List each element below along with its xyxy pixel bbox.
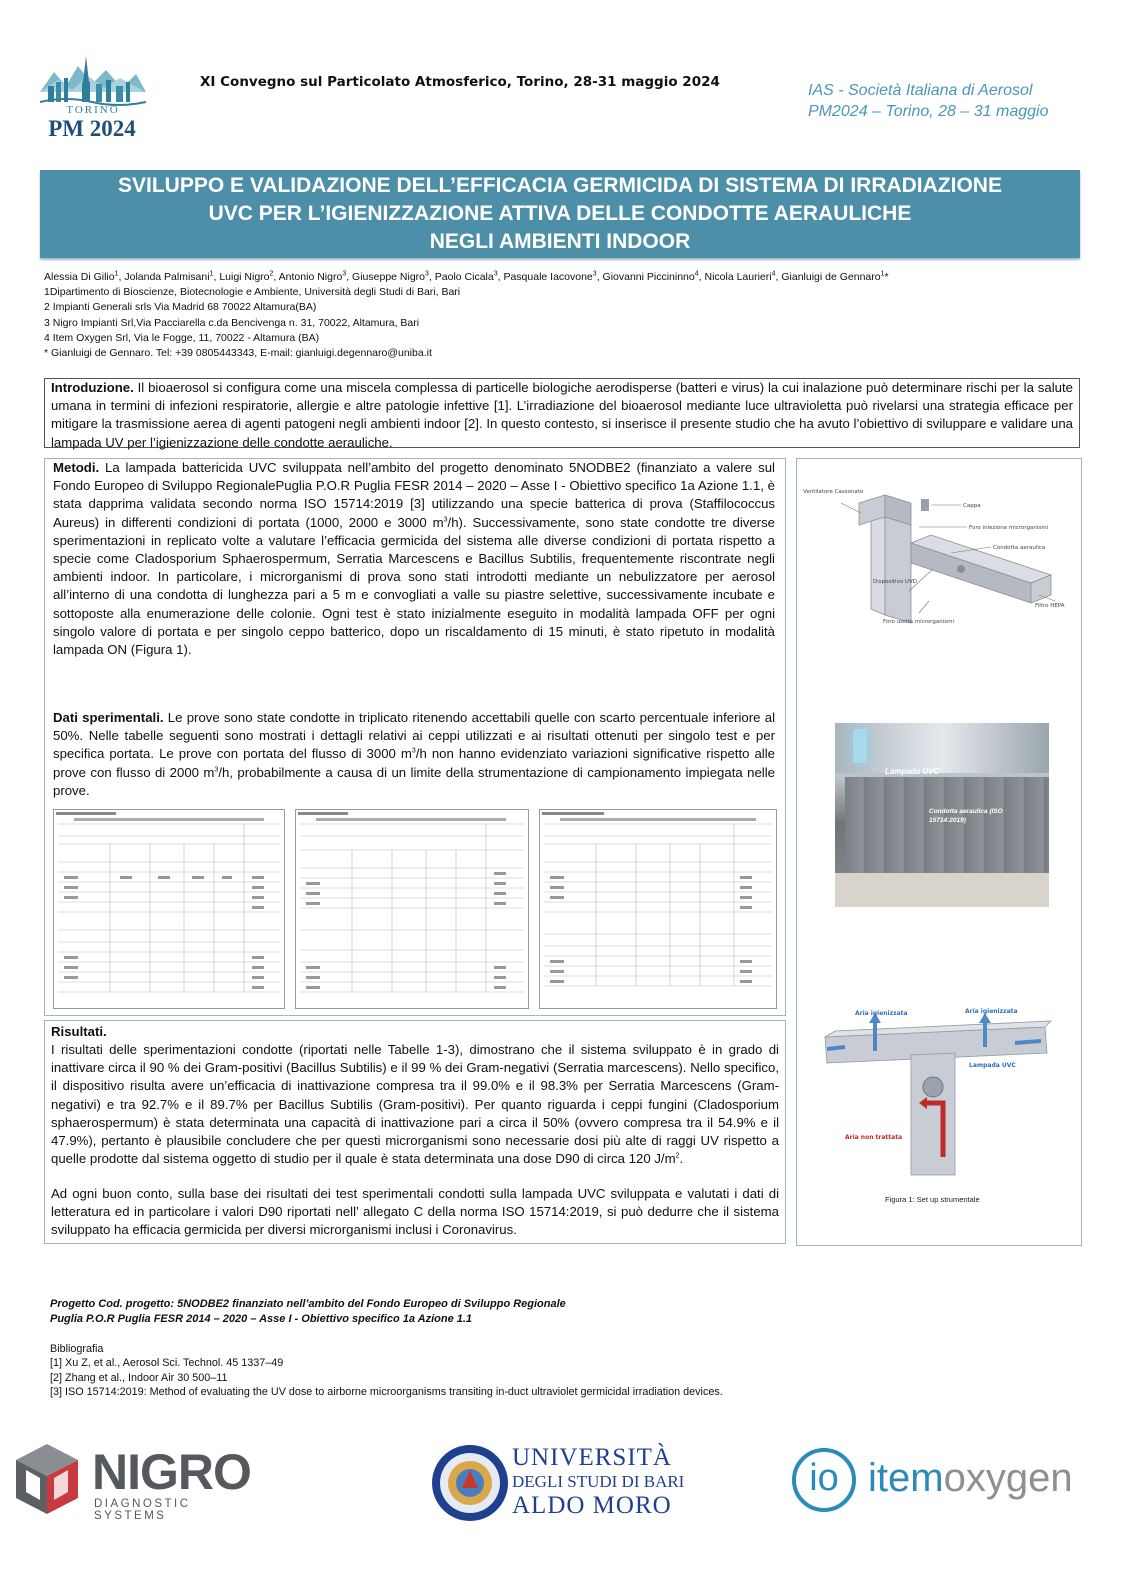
risultati-text-1: I risultati delle sperimentazioni condotte (riportati nelle Tabelle 1-3), dimostrano che il sistema sviluppato è in grado di inattivare circa il 90 % dei Gram-positivi (Bacillus Subtilis) e il 99 % dei Gram-negativi (Serratia marcescens). Nello specifico, il dispositivo risulta avere un’efficacia di inattivazione compresa tra il 99.0% e il 98.3% per Serratia Marcescens (Gram-negativi) e tra 92.7% e il 89.7% per Bacillus Subtilis (Gram-positivi). Per quanto riguarda i ceppi fungini (Cladosporium sphaerospermum) è stata determinata una capacità di inattivazione pari a circa il 50% (ovvero compresa tra il 54.9% e il 47.9%), pertanto è plausibile concludere che per questi microrganismi sono necessarie dosi più alte di raggi UV rispetto a quelle prodotte dal sistema oggetto di studio per il quale è stata determinata una dose D90 di circa 120 $J/m^2$. (51, 1042, 779, 1167)
dati-paragraph (53, 709, 775, 800)
label-ventilatore: Ventilatore Cassonato (803, 489, 864, 495)
label-dispositivo: Dispositivo UVD (873, 579, 917, 585)
photo-window (835, 723, 1049, 773)
photo-label-lamp: Lampada UVC (885, 767, 940, 776)
uni-line3: ALDO MORO (512, 1492, 672, 1519)
figure-panel (796, 458, 1082, 1246)
metodi-heading: Metodi. (53, 460, 100, 475)
author-list: Alessia Di Gilio$^1$, Jolanda Palmisani$^1$, Luigi Nigro$^2$, Antonio Nigro$^3$, Giuseppe Nigro$^3$, Paolo Cicala$^3$, Pasquale Iacovone$^3$, Giovanni Piccininno$^4$, Nicola Laurieri$^4$, Gianluigi de Gennaro$^1$* (44, 270, 889, 283)
table-serratia-graphic (54, 810, 284, 1008)
item-badge-text: io (809, 1457, 839, 1499)
photo-label-duct: Condotta aeraulica (ISO 15714:2019) (929, 808, 1003, 824)
table-cladosporium-graphic (540, 810, 776, 1008)
biblio-ref-1: [1] Xu Z, et al., Aerosol Sci. Technol. 45 1337–49 (50, 1357, 284, 1370)
nigro-name: NIGRO (92, 1444, 251, 1500)
society-line1: IAS - Società Italiana di Aerosol (808, 82, 1033, 99)
metodi-box (44, 458, 786, 1016)
dati-text: Le prove sono state condotte in triplicato ritenendo accettabili quelle con scarto percentuale inferiore al 50%. Nelle tabelle seguenti sono mostrati i dettagli relativi ai ceppi utilizzati e ai risultati ottenuti per singolo test e per specifica portata. Le prove con portata del flusso di 3000 $m^3/h$ non hanno evidenziato variazioni significative rispetto alle prove con flusso di 2000 $m^3/h$, probabilmente a causa di un limite della strumentazione di campionamento impiegata nelle prove. (53, 710, 776, 798)
label-aria-igienizzata-1: Aria igienizzata (855, 1010, 908, 1017)
nigro-cube-icon (12, 1440, 82, 1520)
duct-schematic (801, 473, 1077, 643)
table-bacillus-graphic (296, 810, 528, 1008)
item-name (868, 1454, 1073, 1502)
authors-block (44, 270, 1104, 361)
item-name-part1: item (868, 1456, 944, 1500)
bibliography (50, 1342, 1110, 1400)
item-name-part2: oxygen (943, 1456, 1073, 1500)
biblio-title: Bibliografia (50, 1343, 104, 1355)
title-line3: NEGLI AMBIENTI INDOOR (429, 230, 691, 253)
duct-photo (845, 777, 1049, 873)
metodi-paragraph (53, 459, 775, 659)
metodi-text: La lampada battericida UVC sviluppata nell’ambito del progetto denominato 5NODBE2 (finanziato a valere sul Fondo Europeo di Sviluppo RegionalePuglia P.O.R Puglia FESR 2014 – 2020 – Asse I - Obiettivo specifico 1a Azione 1.1, è stata dapprima validata secondo norma ISO 15714:2019 [3] utilizzando una specie batterica di prova (Staffilococcus Aureus) in differenti condizioni di portata (1000, 2000 e 3000 $m^3/h$). Successivamente, sono state condotte tre diverse sperimentazioni in replicato volte a valutare l’efficacia germicida del sistema alle diverse condizioni di portata rispetto a specie come Cladosporium Sphaerospermum, Serratia Marcescens e Bacillus Subtilis, frequentemente riscontrate negli ambienti indoor. In particolare, i microrganismi di prova sono stati introdotti mediante un nebulizzatore per aerosol all’interno di una condotta di lunghezza pari a 5 m e convogliati a valle su piastre selettive, successivamente incubate e sottoposte alla enumerazione delle colonie. Ogni test è stato inizialmente eseguito in modalità lampada OFF per ogni singolo valore di portata e per singolo ceppo batterico, dopo un riscaldamento di 15 minuti, è stato ripetuto in modalità lampada ON (Figura 1). (53, 460, 775, 658)
itemoxygen-logo (792, 1444, 1102, 1520)
logo-title: PM 2024 (48, 116, 136, 141)
nigro-subtitle: DIAGNOSTIC SYSTEMS (94, 1498, 191, 1522)
project-note (50, 1297, 850, 1327)
intro-paragraph (51, 379, 1073, 452)
intro-box (44, 378, 1080, 448)
bench-photo (835, 873, 1049, 907)
society-line2: PM2024 – Torino, 28 – 31 maggio (808, 103, 1049, 120)
poster-title (40, 170, 1080, 258)
affiliation-4: 4 Item Oxygen Srl, Via le Fogge, 11, 70022 - Altamura (BA) (44, 331, 320, 344)
affiliation-1: 1Dipartimento di Bioscienze, Biotecnologie e Ambiente, Università degli Studi di Bari, Bari (44, 286, 461, 299)
affiliation-2: 2 Impianti Generali srls Via Madrid 68 70022 Altamura(BA) (44, 301, 317, 314)
intro-text: Il bioaerosol si configura come una miscela complessa di particelle biologiche aerodisperse (batteri e virus) la cui inalazione può determinare rischi per la salute umana in termini di infezioni respiratorie, allergie e altre patologie infettive [1]. L’irradiazione del bioaerosol mediante luce ultravioletta può rivelarsi una strategia efficace per mitigare la trasmissione aerea di agenti patogeni negli ambienti indoor [2]. In questo contesto, si inserisce il presente studio che ha avuto l’obiettivo di sviluppare e validare una lampada UV per l’igienizzazione delle condotte aerauliche. (51, 380, 1073, 450)
title-line1: SVILUPPO E VALIDAZIONE DELL’EFFICACIA GERMICIDA DI SISTEMA DI IRRADIAZIONE (118, 174, 1002, 197)
risultati-box (44, 1020, 786, 1244)
label-cappa: Cappa (963, 503, 981, 509)
uniba-logo (430, 1440, 710, 1526)
nigro-logo (12, 1440, 262, 1520)
pm2024-logo (36, 52, 148, 148)
biblio-ref-2: [2] Zhang et al., Indoor Air 30 500–11 (50, 1371, 228, 1384)
label-foro-uscita: Foro uscita microrganismi (883, 619, 954, 625)
affiliation-3: 3 Nigro Impianti Srl,Via Pacciarella c.da Bencivenga n. 31, 70022, Altamura, Bari (44, 316, 420, 329)
uni-line1: UNIVERSITÀ (512, 1444, 672, 1471)
label-diagram-lamp: Lampada UVC (969, 1062, 1016, 1069)
label-filtro: Filtro HEPA (1035, 603, 1065, 609)
lab-photo (835, 723, 1049, 907)
label-aria-igienizzata-2: Aria igienizzata (965, 1008, 1018, 1015)
contact-info: * Gianluigi de Gennaro. Tel: +39 0805443343, E-mail: gianluigi.degennaro@uniba.it (44, 347, 432, 360)
label-aria-non-trattata: Aria non trattata (845, 1134, 903, 1141)
title-line2: UVC PER L’IGIENIZZAZIONE ATTIVA DELLE CONDOTTE AERAULICHE (208, 202, 912, 225)
risultati-text-2: Ad ogni buon conto, sulla base dei risultati dei test sperimentali condotti sulla lampada UVC sviluppata e valutati i dati di letteratura ed in particolare i valori D90 riportati nell’ allegato C della norma ISO 15714:2019, si può dedurre che il sistema sviluppato ha efficacia germicida per diversi microrganismi inclusi i Coronavirus. (51, 1186, 779, 1238)
biblio-ref-3: [3] ISO 15714:2019: Method of evaluating the UV dose to airborne microorganisms transiting in-duct ultraviolet germicidal irradiation devices. (50, 1386, 723, 1399)
conference-title: XI Convegno sul Particolato Atmosferico, Torino, 28-31 maggio 2024 (200, 74, 720, 90)
risultati-heading: Risultati. (51, 1024, 107, 1039)
uniba-seal-icon (430, 1440, 510, 1526)
label-foro-iniezione: Foro iniezione microrganismi (969, 525, 1049, 531)
society-info (808, 80, 1108, 122)
uvc-lamp-glow (853, 729, 867, 763)
intro-heading: Introduzione. (51, 380, 134, 395)
project-line2: Puglia P.O.R Puglia FESR 2014 – 2020 – Asse I - Obiettivo specifico 1a Azione 1.1 (50, 1313, 473, 1325)
figure-caption: Figura 1: Set up strumentale (885, 1195, 980, 1204)
table-serratia (53, 809, 285, 1009)
airflow-diagram (815, 1007, 1065, 1177)
label-condotta: Condotta aeraulica (993, 545, 1046, 551)
logo-city: TORINO (66, 104, 120, 116)
table-bacillus (295, 809, 529, 1009)
dati-heading: Dati sperimentali. (53, 710, 164, 725)
uni-line2: DEGLI STUDI DI BARI (512, 1472, 685, 1491)
project-line1: Progetto Cod. progetto: 5NODBE2 finanziato nell’ambito del Fondo Europeo di Sviluppo Regionale (50, 1298, 566, 1310)
table-cladosporium (539, 809, 777, 1009)
